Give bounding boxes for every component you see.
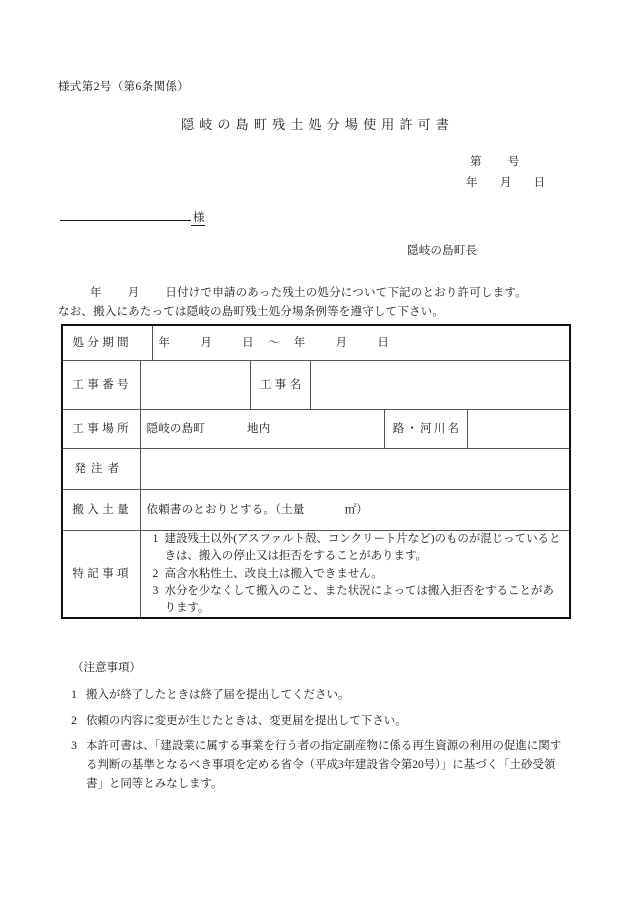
addressee-blank[interactable] <box>60 207 191 221</box>
permit-statement-line-1 <box>90 284 527 300</box>
special-note-item <box>147 566 564 583</box>
period-range-tilde: ～ <box>267 336 280 349</box>
work-place-suffix: 地内 <box>247 422 271 435</box>
permit-details-table <box>61 324 571 619</box>
special-note-number: 3 <box>152 584 159 597</box>
application-year-label: 年 <box>90 287 102 299</box>
table-row-soil-volume <box>62 490 570 531</box>
soil-volume-value <box>140 490 570 531</box>
notice-item <box>62 737 572 793</box>
notice-number: 1 <box>71 689 77 701</box>
notice-number: 2 <box>71 714 77 727</box>
orderer-label: 発注者 <box>62 449 140 490</box>
notice-item <box>62 686 572 705</box>
work-name-value[interactable] <box>310 361 570 410</box>
notice-item <box>62 712 572 731</box>
form-number: 様式第2号（第6条関係） <box>58 81 190 93</box>
notice-text: 搬入が終了したときは終了届を提出してください。 <box>86 689 350 701</box>
page-title: 隠岐の島町残土処分場使用許可書 <box>181 117 455 132</box>
table-row-period <box>62 325 570 361</box>
work-number-label: 工事番号 <box>62 361 140 410</box>
addressee-honorific: 様 <box>191 209 205 226</box>
addressee-field <box>60 207 205 226</box>
permit-statement-text: 日付けで申請のあった残土の処分について下記のとおり許可します。 <box>165 287 527 299</box>
period-start-month: 月 <box>200 336 213 349</box>
work-number-value[interactable] <box>140 361 250 410</box>
table-row-special-notes <box>62 531 570 619</box>
notices-heading: （注意事項） <box>72 662 141 674</box>
soil-volume-label: 搬入土量 <box>62 490 140 531</box>
soil-volume-text: 依頼書のとおりとする。（土量 <box>146 503 305 516</box>
special-note-item <box>147 531 564 566</box>
period-value <box>152 325 570 361</box>
work-name-label: 工事名 <box>250 361 310 410</box>
notice-text: 本許可書は、「建設業に属する事業を行う者の指定副産物に係る再生資源の利用の促進に関する判断の基準となるべき事項を定める省令（平成3年建設省令第20号）」に基づく「土砂受領書」と同等とみなします。 <box>86 740 562 790</box>
issuer-name: 隠岐の島町長 <box>407 245 478 257</box>
period-end-month: 月 <box>335 336 348 349</box>
period-end-day: 日 <box>377 336 390 349</box>
notice-text: 依頼の内容に変更が生じたときは、変更届を提出して下さい。 <box>86 714 407 727</box>
work-place-town: 隠岐の島町 <box>146 422 205 435</box>
special-note-number: 2 <box>152 567 159 580</box>
date-day-label: 日 <box>533 177 546 189</box>
notices-list <box>62 686 572 800</box>
period-label: 処分期間 <box>62 325 152 361</box>
special-notes-list <box>140 531 570 619</box>
period-end-year: 年 <box>293 336 306 349</box>
permit-statement-line-2: なお、搬入にあたっては隠岐の島町残土処分場条例等を遵守して下さい。 <box>58 306 445 318</box>
work-place-value[interactable] <box>140 410 384 449</box>
orderer-value[interactable] <box>140 449 570 490</box>
table-row-orderer <box>62 449 570 490</box>
date-month-label: 月 <box>499 177 512 189</box>
period-start-day: 日 <box>242 336 254 349</box>
document-number-label: 第 <box>470 156 482 168</box>
document-number-unit: 号 <box>507 156 520 168</box>
work-place-label: 工事場所 <box>62 410 140 449</box>
period-start-year: 年 <box>158 336 171 349</box>
application-month-label: 月 <box>127 287 140 299</box>
special-note-text: 高含水粘性土、改良土は搬入できません。 <box>164 567 383 580</box>
date-year-label: 年 <box>466 177 478 189</box>
special-notes-label: 特記事項 <box>62 531 140 619</box>
notice-number: 3 <box>71 740 77 753</box>
special-note-item <box>147 583 564 618</box>
special-note-text: 水分を少なくして搬入のこと、また状況によっては搬入拒否をすることがあります。 <box>164 584 554 614</box>
table-row-work-place <box>62 410 570 449</box>
document-number-field <box>470 153 520 169</box>
special-note-text: 建設残土以外(アスファルト殻、コンクリート片など)のものが混じっているときは、搬入の停止又は拒否をすることがあります。 <box>164 533 561 563</box>
road-river-value[interactable] <box>467 410 570 449</box>
soil-volume-unit: ㎡） <box>344 503 368 516</box>
road-river-label: 路・河川名 <box>384 410 467 449</box>
special-note-number: 1 <box>152 533 159 545</box>
table-row-work-number <box>62 361 570 410</box>
document-date-field <box>466 174 545 190</box>
